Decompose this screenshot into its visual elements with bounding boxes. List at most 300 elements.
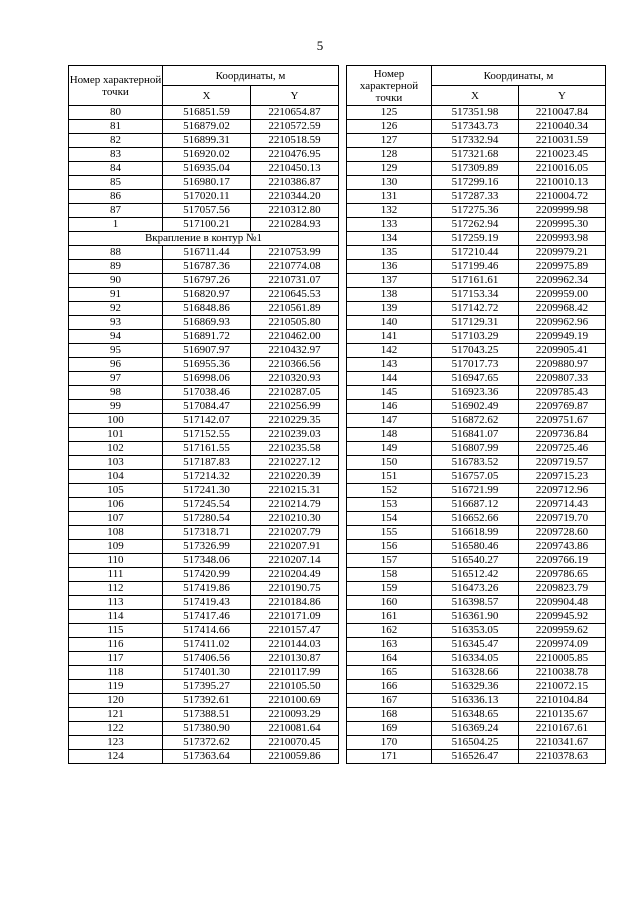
y-coordinate-cell: 2210010.13 xyxy=(519,176,606,190)
x-coordinate-cell: 516504.25 xyxy=(432,736,519,750)
point-number-cell: 128 xyxy=(347,148,432,162)
x-coordinate-cell: 517348.06 xyxy=(163,554,251,568)
x-coordinate-cell: 516345.47 xyxy=(432,638,519,652)
point-number-cell: 136 xyxy=(347,260,432,274)
point-number-cell: 155 xyxy=(347,526,432,540)
table-row xyxy=(347,246,606,260)
table-row xyxy=(69,694,339,708)
x-coordinate-cell: 517214.32 xyxy=(163,470,251,484)
y-coordinate-cell: 2210072.15 xyxy=(519,680,606,694)
x-coordinate-cell: 517419.43 xyxy=(163,596,251,610)
y-coordinate-cell: 2209719.57 xyxy=(519,456,606,470)
table-row xyxy=(347,750,606,764)
y-coordinate-cell: 2209766.19 xyxy=(519,554,606,568)
table-row xyxy=(347,260,606,274)
y-coordinate-cell: 2210023.45 xyxy=(519,148,606,162)
table-row xyxy=(347,274,606,288)
x-coordinate-cell: 516369.24 xyxy=(432,722,519,736)
x-coordinate-cell: 516879.02 xyxy=(163,120,251,134)
point-number-cell: 144 xyxy=(347,372,432,386)
point-number-cell: 158 xyxy=(347,568,432,582)
y-coordinate-cell: 2210207.91 xyxy=(251,540,339,554)
y-coordinate-cell: 2209995.30 xyxy=(519,218,606,232)
x-coordinate-cell: 517241.30 xyxy=(163,484,251,498)
table-row xyxy=(347,722,606,736)
point-number-cell: 106 xyxy=(69,498,163,512)
point-number-cell: 97 xyxy=(69,372,163,386)
x-coordinate-cell: 517388.51 xyxy=(163,708,251,722)
y-coordinate-cell: 2210207.79 xyxy=(251,526,339,540)
y-coordinate-cell: 2209974.09 xyxy=(519,638,606,652)
table-row xyxy=(69,582,339,596)
table-row xyxy=(347,204,606,218)
y-coordinate-cell: 2209979.21 xyxy=(519,246,606,260)
point-number-cell: 82 xyxy=(69,134,163,148)
point-number-cell: 159 xyxy=(347,582,432,596)
table-row xyxy=(347,106,606,120)
point-number-cell: 110 xyxy=(69,554,163,568)
y-coordinate-cell: 2210344.20 xyxy=(251,190,339,204)
point-number-cell: 167 xyxy=(347,694,432,708)
point-number-cell: 93 xyxy=(69,316,163,330)
point-number-cell: 163 xyxy=(347,638,432,652)
table-row xyxy=(347,484,606,498)
point-number-cell: 104 xyxy=(69,470,163,484)
table-row xyxy=(347,498,606,512)
coordinates-table-left xyxy=(68,65,339,764)
point-number-cell: 116 xyxy=(69,638,163,652)
x-coordinate-cell: 517210.44 xyxy=(432,246,519,260)
table-row xyxy=(347,568,606,582)
table-row xyxy=(69,554,339,568)
y-coordinate-cell: 2210047.84 xyxy=(519,106,606,120)
x-coordinate-cell: 517280.54 xyxy=(163,512,251,526)
y-coordinate-cell: 2210214.79 xyxy=(251,498,339,512)
point-number-cell: 133 xyxy=(347,218,432,232)
point-number-cell: 118 xyxy=(69,666,163,680)
point-number-cell: 103 xyxy=(69,456,163,470)
table-row xyxy=(347,148,606,162)
x-coordinate-cell: 517321.68 xyxy=(432,148,519,162)
x-coordinate-cell: 516848.86 xyxy=(163,302,251,316)
y-coordinate-cell: 2210220.39 xyxy=(251,470,339,484)
x-coordinate-cell: 517129.31 xyxy=(432,316,519,330)
table-row xyxy=(347,596,606,610)
x-coordinate-cell: 516891.72 xyxy=(163,330,251,344)
x-coordinate-cell: 517057.56 xyxy=(163,204,251,218)
table-row xyxy=(347,540,606,554)
point-number-cell: 164 xyxy=(347,652,432,666)
point-number-cell: 129 xyxy=(347,162,432,176)
table-row xyxy=(69,330,339,344)
point-number-cell: 130 xyxy=(347,176,432,190)
y-coordinate-cell: 2210320.93 xyxy=(251,372,339,386)
table-row xyxy=(69,722,339,736)
point-number-cell: 88 xyxy=(69,246,163,260)
table-row xyxy=(347,442,606,456)
point-number-cell: 139 xyxy=(347,302,432,316)
table-row xyxy=(347,190,606,204)
table-row xyxy=(69,190,339,204)
y-coordinate-cell: 2209945.92 xyxy=(519,610,606,624)
x-coordinate-cell: 516820.97 xyxy=(163,288,251,302)
table-row xyxy=(69,526,339,540)
table-row xyxy=(69,162,339,176)
x-coordinate-cell: 517043.25 xyxy=(432,344,519,358)
y-coordinate-cell: 2210505.80 xyxy=(251,316,339,330)
y-coordinate-cell: 2209743.86 xyxy=(519,540,606,554)
x-coordinate-cell: 517100.21 xyxy=(163,218,251,232)
x-coordinate-cell: 517259.19 xyxy=(432,232,519,246)
point-number-cell: 109 xyxy=(69,540,163,554)
y-coordinate-cell: 2209999.98 xyxy=(519,204,606,218)
table-row xyxy=(69,260,339,274)
x-coordinate-cell: 517309.89 xyxy=(432,162,519,176)
table-row xyxy=(347,652,606,666)
x-coordinate-cell: 516797.26 xyxy=(163,274,251,288)
point-number-cell: 141 xyxy=(347,330,432,344)
y-coordinate-cell: 2209785.43 xyxy=(519,386,606,400)
point-number-cell: 126 xyxy=(347,120,432,134)
point-number-cell: 96 xyxy=(69,358,163,372)
table-row xyxy=(69,540,339,554)
x-coordinate-cell: 517417.46 xyxy=(163,610,251,624)
point-number-cell: 83 xyxy=(69,148,163,162)
table-row xyxy=(69,750,339,764)
x-coordinate-cell: 516526.47 xyxy=(432,750,519,764)
table-row xyxy=(347,554,606,568)
table-row xyxy=(347,428,606,442)
x-coordinate-cell: 517411.02 xyxy=(163,638,251,652)
y-coordinate-cell: 2210004.72 xyxy=(519,190,606,204)
point-number-cell: 111 xyxy=(69,568,163,582)
x-coordinate-cell: 517103.29 xyxy=(432,330,519,344)
point-number-cell: 86 xyxy=(69,190,163,204)
table-row xyxy=(69,386,339,400)
y-coordinate-cell: 2209712.96 xyxy=(519,484,606,498)
x-coordinate-cell: 516955.36 xyxy=(163,358,251,372)
x-coordinate-cell: 517372.62 xyxy=(163,736,251,750)
y-coordinate-cell: 2210093.29 xyxy=(251,708,339,722)
y-coordinate-cell: 2210105.50 xyxy=(251,680,339,694)
x-coordinate-cell: 517262.94 xyxy=(432,218,519,232)
table-row xyxy=(347,330,606,344)
y-coordinate-cell: 2209904.48 xyxy=(519,596,606,610)
header-x: X xyxy=(163,86,251,106)
x-coordinate-cell: 517351.98 xyxy=(432,106,519,120)
x-coordinate-cell: 516353.05 xyxy=(432,624,519,638)
y-coordinate-cell: 2209968.42 xyxy=(519,302,606,316)
y-coordinate-cell: 2210432.97 xyxy=(251,344,339,358)
x-coordinate-cell: 517287.33 xyxy=(432,190,519,204)
table-row xyxy=(347,344,606,358)
table-row xyxy=(347,470,606,484)
y-coordinate-cell: 2210572.59 xyxy=(251,120,339,134)
x-coordinate-cell: 516872.62 xyxy=(432,414,519,428)
point-number-cell: 142 xyxy=(347,344,432,358)
y-coordinate-cell: 2209962.96 xyxy=(519,316,606,330)
x-coordinate-cell: 517343.73 xyxy=(432,120,519,134)
point-number-cell: 120 xyxy=(69,694,163,708)
y-coordinate-cell: 2209880.97 xyxy=(519,358,606,372)
x-coordinate-cell: 516935.04 xyxy=(163,162,251,176)
y-coordinate-cell: 2209715.23 xyxy=(519,470,606,484)
point-number-cell: 87 xyxy=(69,204,163,218)
table-row xyxy=(347,120,606,134)
table-row xyxy=(69,372,339,386)
x-coordinate-cell: 517326.99 xyxy=(163,540,251,554)
point-number-cell: 161 xyxy=(347,610,432,624)
y-coordinate-cell: 2210654.87 xyxy=(251,106,339,120)
header-x: X xyxy=(432,86,519,106)
point-number-cell: 149 xyxy=(347,442,432,456)
y-coordinate-cell: 2209714.43 xyxy=(519,498,606,512)
y-coordinate-cell: 2210462.00 xyxy=(251,330,339,344)
y-coordinate-cell: 2209769.87 xyxy=(519,400,606,414)
x-coordinate-cell: 516652.66 xyxy=(432,512,519,526)
section-title-cell: Вкрапление в контур №1 xyxy=(69,232,339,246)
x-coordinate-cell: 517038.46 xyxy=(163,386,251,400)
x-coordinate-cell: 517275.36 xyxy=(432,204,519,218)
table-row xyxy=(347,358,606,372)
table-row xyxy=(69,498,339,512)
table-row xyxy=(69,484,339,498)
x-coordinate-cell: 516334.05 xyxy=(432,652,519,666)
point-number-cell: 153 xyxy=(347,498,432,512)
y-coordinate-cell: 2210256.99 xyxy=(251,400,339,414)
point-number-cell: 117 xyxy=(69,652,163,666)
y-coordinate-cell: 2210081.64 xyxy=(251,722,339,736)
point-number-cell: 168 xyxy=(347,708,432,722)
point-number-cell: 131 xyxy=(347,190,432,204)
y-coordinate-cell: 2210204.49 xyxy=(251,568,339,582)
y-coordinate-cell: 2210731.07 xyxy=(251,274,339,288)
point-number-cell: 90 xyxy=(69,274,163,288)
x-coordinate-cell: 516540.27 xyxy=(432,554,519,568)
x-coordinate-cell: 517414.66 xyxy=(163,624,251,638)
point-number-cell: 80 xyxy=(69,106,163,120)
y-coordinate-cell: 2210774.08 xyxy=(251,260,339,274)
header-coordinates: Координаты, м xyxy=(163,66,339,86)
header-y: Y xyxy=(519,86,606,106)
point-number-cell: 115 xyxy=(69,624,163,638)
table-row xyxy=(69,274,339,288)
y-coordinate-cell: 2210190.75 xyxy=(251,582,339,596)
table-row xyxy=(347,736,606,750)
table-row xyxy=(69,596,339,610)
table-row xyxy=(347,414,606,428)
x-coordinate-cell: 516473.26 xyxy=(432,582,519,596)
point-number-cell: 152 xyxy=(347,484,432,498)
point-number-cell: 125 xyxy=(347,106,432,120)
table-row xyxy=(347,456,606,470)
x-coordinate-cell: 516711.44 xyxy=(163,246,251,260)
table-row xyxy=(69,652,339,666)
y-coordinate-cell: 2210157.47 xyxy=(251,624,339,638)
x-coordinate-cell: 516902.49 xyxy=(432,400,519,414)
y-coordinate-cell: 2209786.65 xyxy=(519,568,606,582)
y-coordinate-cell: 2210386.87 xyxy=(251,176,339,190)
table-row xyxy=(69,512,339,526)
table-row xyxy=(69,428,339,442)
table-row xyxy=(69,470,339,484)
point-number-cell: 101 xyxy=(69,428,163,442)
y-coordinate-cell: 2210038.78 xyxy=(519,666,606,680)
table-row xyxy=(347,708,606,722)
point-number-cell: 137 xyxy=(347,274,432,288)
table-row xyxy=(69,456,339,470)
table-row xyxy=(347,176,606,190)
table-row xyxy=(69,120,339,134)
y-coordinate-cell: 2209807.33 xyxy=(519,372,606,386)
y-coordinate-cell: 2209905.41 xyxy=(519,344,606,358)
point-number-cell: 171 xyxy=(347,750,432,764)
table-row xyxy=(69,148,339,162)
point-number-cell: 150 xyxy=(347,456,432,470)
x-coordinate-cell: 516329.36 xyxy=(432,680,519,694)
point-number-cell: 112 xyxy=(69,582,163,596)
point-number-cell: 107 xyxy=(69,512,163,526)
x-coordinate-cell: 517142.07 xyxy=(163,414,251,428)
y-coordinate-cell: 2209962.34 xyxy=(519,274,606,288)
y-coordinate-cell: 2210144.03 xyxy=(251,638,339,652)
table-body-left xyxy=(69,106,339,764)
point-number-cell: 98 xyxy=(69,386,163,400)
point-number-cell: 123 xyxy=(69,736,163,750)
header-y: Y xyxy=(251,86,339,106)
y-coordinate-cell: 2210378.63 xyxy=(519,750,606,764)
y-coordinate-cell: 2210016.05 xyxy=(519,162,606,176)
table-row xyxy=(69,638,339,652)
table-row xyxy=(347,610,606,624)
y-coordinate-cell: 2210130.87 xyxy=(251,652,339,666)
x-coordinate-cell: 517153.34 xyxy=(432,288,519,302)
x-coordinate-cell: 516512.42 xyxy=(432,568,519,582)
y-coordinate-cell: 2210645.53 xyxy=(251,288,339,302)
x-coordinate-cell: 516998.06 xyxy=(163,372,251,386)
point-number-cell: 127 xyxy=(347,134,432,148)
y-coordinate-cell: 2210287.05 xyxy=(251,386,339,400)
x-coordinate-cell: 516348.65 xyxy=(432,708,519,722)
header-point-number: Номер характерной точки xyxy=(69,66,163,106)
point-number-cell: 94 xyxy=(69,330,163,344)
table-row xyxy=(69,246,339,260)
y-coordinate-cell: 2209959.62 xyxy=(519,624,606,638)
point-number-cell: 89 xyxy=(69,260,163,274)
table-row xyxy=(347,302,606,316)
table-row xyxy=(347,134,606,148)
y-coordinate-cell: 2210171.09 xyxy=(251,610,339,624)
y-coordinate-cell: 2210040.34 xyxy=(519,120,606,134)
table-row xyxy=(347,218,606,232)
table-row xyxy=(347,624,606,638)
point-number-cell: 113 xyxy=(69,596,163,610)
point-number-cell: 108 xyxy=(69,526,163,540)
x-coordinate-cell: 517199.46 xyxy=(432,260,519,274)
y-coordinate-cell: 2210117.99 xyxy=(251,666,339,680)
x-coordinate-cell: 517363.64 xyxy=(163,750,251,764)
x-coordinate-cell: 516687.12 xyxy=(432,498,519,512)
y-coordinate-cell: 2210135.67 xyxy=(519,708,606,722)
table-row xyxy=(347,400,606,414)
x-coordinate-cell: 516757.05 xyxy=(432,470,519,484)
table-row xyxy=(69,288,339,302)
point-number-cell: 157 xyxy=(347,554,432,568)
section-row xyxy=(69,232,339,246)
y-coordinate-cell: 2210070.45 xyxy=(251,736,339,750)
point-number-cell: 148 xyxy=(347,428,432,442)
x-coordinate-cell: 517395.27 xyxy=(163,680,251,694)
x-coordinate-cell: 516920.02 xyxy=(163,148,251,162)
point-number-cell: 162 xyxy=(347,624,432,638)
table-row xyxy=(69,218,339,232)
y-coordinate-cell: 2209736.84 xyxy=(519,428,606,442)
table-row xyxy=(69,666,339,680)
x-coordinate-cell: 517020.11 xyxy=(163,190,251,204)
point-number-cell: 132 xyxy=(347,204,432,218)
coordinates-table-right xyxy=(346,65,606,764)
table-row xyxy=(347,694,606,708)
table-row xyxy=(347,232,606,246)
table-row xyxy=(347,680,606,694)
point-number-cell: 151 xyxy=(347,470,432,484)
y-coordinate-cell: 2209725.46 xyxy=(519,442,606,456)
x-coordinate-cell: 516907.97 xyxy=(163,344,251,358)
y-coordinate-cell: 2209959.00 xyxy=(519,288,606,302)
x-coordinate-cell: 517406.56 xyxy=(163,652,251,666)
y-coordinate-cell: 2209823.79 xyxy=(519,582,606,596)
table-row xyxy=(69,442,339,456)
header-coordinates: Координаты, м xyxy=(432,66,606,86)
table-row xyxy=(347,512,606,526)
point-number-cell: 169 xyxy=(347,722,432,736)
y-coordinate-cell: 2210235.58 xyxy=(251,442,339,456)
x-coordinate-cell: 516899.31 xyxy=(163,134,251,148)
point-number-cell: 122 xyxy=(69,722,163,736)
table-row xyxy=(69,344,339,358)
table-body-right xyxy=(347,106,606,764)
point-number-cell: 84 xyxy=(69,162,163,176)
point-number-cell: 1 xyxy=(69,218,163,232)
x-coordinate-cell: 517401.30 xyxy=(163,666,251,680)
y-coordinate-cell: 2210031.59 xyxy=(519,134,606,148)
table-row xyxy=(347,162,606,176)
table-row xyxy=(69,316,339,330)
y-coordinate-cell: 2210207.14 xyxy=(251,554,339,568)
table-row xyxy=(69,414,339,428)
table-row xyxy=(69,358,339,372)
x-coordinate-cell: 516618.99 xyxy=(432,526,519,540)
y-coordinate-cell: 2209728.60 xyxy=(519,526,606,540)
point-number-cell: 105 xyxy=(69,484,163,498)
y-coordinate-cell: 2210005.85 xyxy=(519,652,606,666)
table-row xyxy=(347,372,606,386)
point-number-cell: 145 xyxy=(347,386,432,400)
table-row xyxy=(347,666,606,680)
x-coordinate-cell: 516947.65 xyxy=(432,372,519,386)
x-coordinate-cell: 516336.13 xyxy=(432,694,519,708)
x-coordinate-cell: 516980.17 xyxy=(163,176,251,190)
x-coordinate-cell: 516783.52 xyxy=(432,456,519,470)
x-coordinate-cell: 516851.59 xyxy=(163,106,251,120)
point-number-cell: 143 xyxy=(347,358,432,372)
table-row xyxy=(347,582,606,596)
table-row xyxy=(69,302,339,316)
y-coordinate-cell: 2210312.80 xyxy=(251,204,339,218)
point-number-cell: 134 xyxy=(347,232,432,246)
y-coordinate-cell: 2210210.30 xyxy=(251,512,339,526)
point-number-cell: 81 xyxy=(69,120,163,134)
